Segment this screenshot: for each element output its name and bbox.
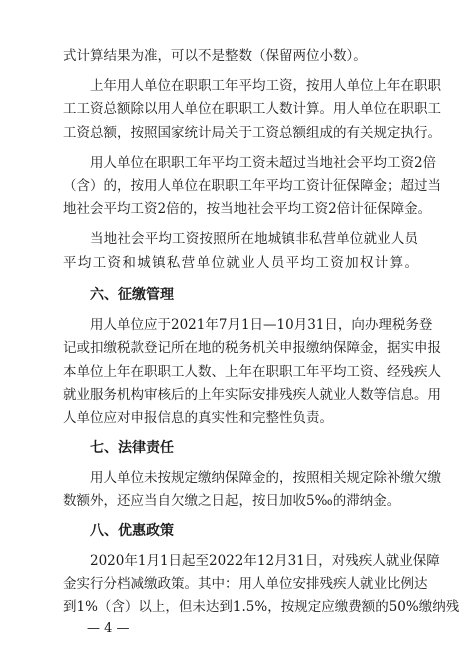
- paragraph-line: 本单位上年在职职工人数、上年在职职工年平均工资、经残疾人: [63, 364, 441, 380]
- section-heading: 七、法律责任: [90, 440, 174, 456]
- paragraph-line: 当地社会平均工资按照所在地城镇非私营单位就业人员: [90, 231, 418, 247]
- paragraph-line: 2020年1月1日起至2022年12月31日，对残疾人就业保障: [90, 553, 440, 569]
- paragraph-line: 就业服务机构审核后的上年实际安排残疾人就业人数等信息。用: [63, 387, 441, 403]
- paragraph-line: 工资总额，按照国家统计局关于工资总额组成的有关规定执行。: [63, 125, 441, 141]
- section-heading: 八、优惠政策: [90, 523, 174, 539]
- paragraph-line: 地社会平均工资2倍的，按当地社会平均工资2倍计征保障金。: [63, 201, 432, 217]
- paragraph-line: 数额外，还应当自欠缴之日起，按日加收5‰的滞纳金。: [63, 493, 401, 509]
- paragraph-line: （含）的，按用人单位在职职工年平均工资计征保障金；超过当: [63, 178, 441, 194]
- paragraph-line: 用人单位未按规定缴纳保障金的，按照相关规定除补缴欠缴: [90, 470, 441, 486]
- paragraph-line: 金实行分档减缴政策。其中：用人单位安排残疾人就业比例达: [63, 576, 428, 592]
- paragraph-line: 式计算结果为准，可以不是整数（保留两位小数）。: [63, 48, 367, 64]
- paragraph-line: 上年用人单位在职职工年平均工资，按用人单位上年在职职: [90, 78, 441, 94]
- paragraph-line: 平均工资和城镇私营单位就业人员平均工资加权计算。: [63, 255, 418, 271]
- section-heading: 六、征缴管理: [90, 287, 174, 303]
- page-number: — 4 —: [87, 621, 130, 636]
- paragraph-line: 人单位应对申报信息的真实性和完整性负责。: [63, 410, 333, 426]
- paragraph-line: 到1%（含）以上，但未达到1.5%，按规定应缴费额的50%缴纳残: [63, 599, 460, 615]
- paragraph-line: 用人单位在职职工年平均工资未超过当地社会平均工资2倍: [90, 155, 437, 171]
- paragraph-line: 工工资总额除以用人单位在职职工人数计算。用人单位在职职工: [63, 101, 441, 117]
- paragraph-line: 记或扣缴税款登记所在地的税务机关申报缴纳保障金，据实申报: [63, 340, 441, 356]
- paragraph-line: 用人单位应于2021年7月1日—10月31日，向办理税务登: [90, 317, 433, 333]
